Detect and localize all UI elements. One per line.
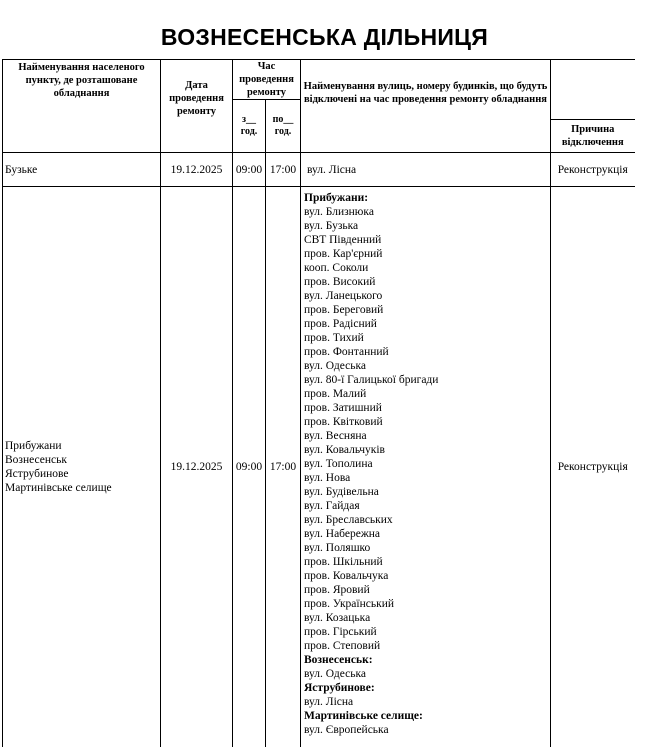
outage-schedule-table — [2, 59, 635, 747]
street-name: кооп. Соколи — [304, 262, 369, 274]
header-date: Дата проведення ремонту — [161, 60, 233, 153]
settlement-name: Яструбинове — [5, 467, 69, 480]
header-time-to: по__ год. — [266, 100, 301, 153]
street-name: вул. Будівельна — [304, 486, 379, 498]
streets-cell — [301, 153, 551, 187]
street-name: пров. Високий — [304, 276, 376, 288]
street-name: вул. Європейська — [304, 724, 389, 736]
street-name: вул. Близнюка — [304, 206, 374, 218]
reason-cell: Реконструкція — [551, 153, 635, 187]
street-name: пров. Шкільний — [304, 556, 383, 568]
settlement-name: Прибужани — [5, 439, 62, 452]
street-name: вул. Ланецького — [304, 290, 383, 302]
header-streets: Найменування вулиць, номеру будинків, що будуть відключені на час проведення ремонту обладнання — [301, 60, 551, 153]
time-from-cell: 09:00 — [233, 153, 266, 187]
settlement-list — [5, 439, 160, 495]
street-name: пров. Квітковий — [304, 416, 383, 428]
header-reason-spacer — [551, 60, 635, 120]
header-settlement: Найменування населеного пункту, де розташоване обладнання — [3, 60, 161, 153]
street-name: пров. Кар'єрний — [304, 248, 383, 260]
street-name: вул. Нова — [304, 472, 351, 484]
settlement-name: Бузьке — [5, 163, 38, 176]
page-title: ВОЗНЕСЕНСЬКА ДІЛЬНИЦЯ — [160, 24, 489, 50]
settlement-name: Вознесенськ — [5, 453, 67, 466]
time-from-cell: 09:00 — [233, 187, 266, 747]
street-name: вул. Бузька — [304, 220, 359, 232]
street-name: вул. Набережна — [304, 528, 381, 540]
settlement-group-heading: Яструбинове: — [304, 682, 375, 694]
street-name: пров. Малий — [304, 388, 367, 400]
settlement-list — [5, 163, 160, 177]
street-name: пров. Радісний — [304, 318, 377, 330]
header-time-from: з__ год. — [233, 100, 266, 153]
table-row — [3, 153, 635, 187]
header-time: Час проведення ремонту — [233, 60, 301, 100]
street-name: пров. Тихий — [304, 332, 364, 344]
street-name: пров. Ковальчука — [304, 570, 389, 582]
street-name: пров. Фонтанний — [304, 346, 389, 358]
settlement-cell — [3, 187, 161, 747]
street-name: пров. Береговий — [304, 304, 384, 316]
street-name: пров. Степовий — [304, 640, 381, 652]
time-to-cell: 17:00 — [266, 187, 301, 747]
reason-cell: Реконструкція — [551, 187, 635, 747]
street-name: вул. Гайдая — [304, 500, 360, 512]
street-name: СВТ Південний — [304, 234, 382, 246]
streets-cell — [301, 187, 551, 747]
street-name: вул. Весняна — [304, 430, 367, 442]
street-name: вул. Лісна — [304, 696, 354, 708]
street-name: вул. Одеська — [304, 360, 367, 372]
date-cell: 19.12.2025 — [161, 153, 233, 187]
street-name: вул. Одеська — [304, 668, 367, 680]
settlement-group-heading: Мартинівське селище: — [304, 710, 423, 722]
street-name: вул. Тополина — [304, 458, 373, 470]
street-name: вул. 80-ї Галицької бригади — [304, 374, 439, 386]
settlement-group-heading: Прибужани: — [304, 192, 369, 204]
time-to-cell: 17:00 — [266, 153, 301, 187]
street-list — [304, 191, 550, 737]
date-cell: 19.12.2025 — [161, 187, 233, 747]
table-row — [3, 187, 635, 747]
street-name: пров. Яровий — [304, 584, 370, 596]
settlement-cell — [3, 153, 161, 187]
header-reason: Причина відключення — [551, 120, 635, 153]
settlement-group-heading: Вознесенськ: — [304, 654, 373, 666]
street-name: пров. Український — [304, 598, 395, 610]
street-name: пров. Гірський — [304, 626, 377, 638]
street-name: вул. Бреславських — [304, 514, 393, 526]
street-name: вул. Поляшко — [304, 542, 371, 554]
street-name: вул. Козацька — [304, 612, 371, 624]
settlement-name: Мартинівське селище — [5, 481, 112, 494]
street-name: пров. Затишний — [304, 402, 382, 414]
street-name: вул. Лісна — [307, 163, 357, 176]
street-name: вул. Ковальчуків — [304, 444, 385, 456]
